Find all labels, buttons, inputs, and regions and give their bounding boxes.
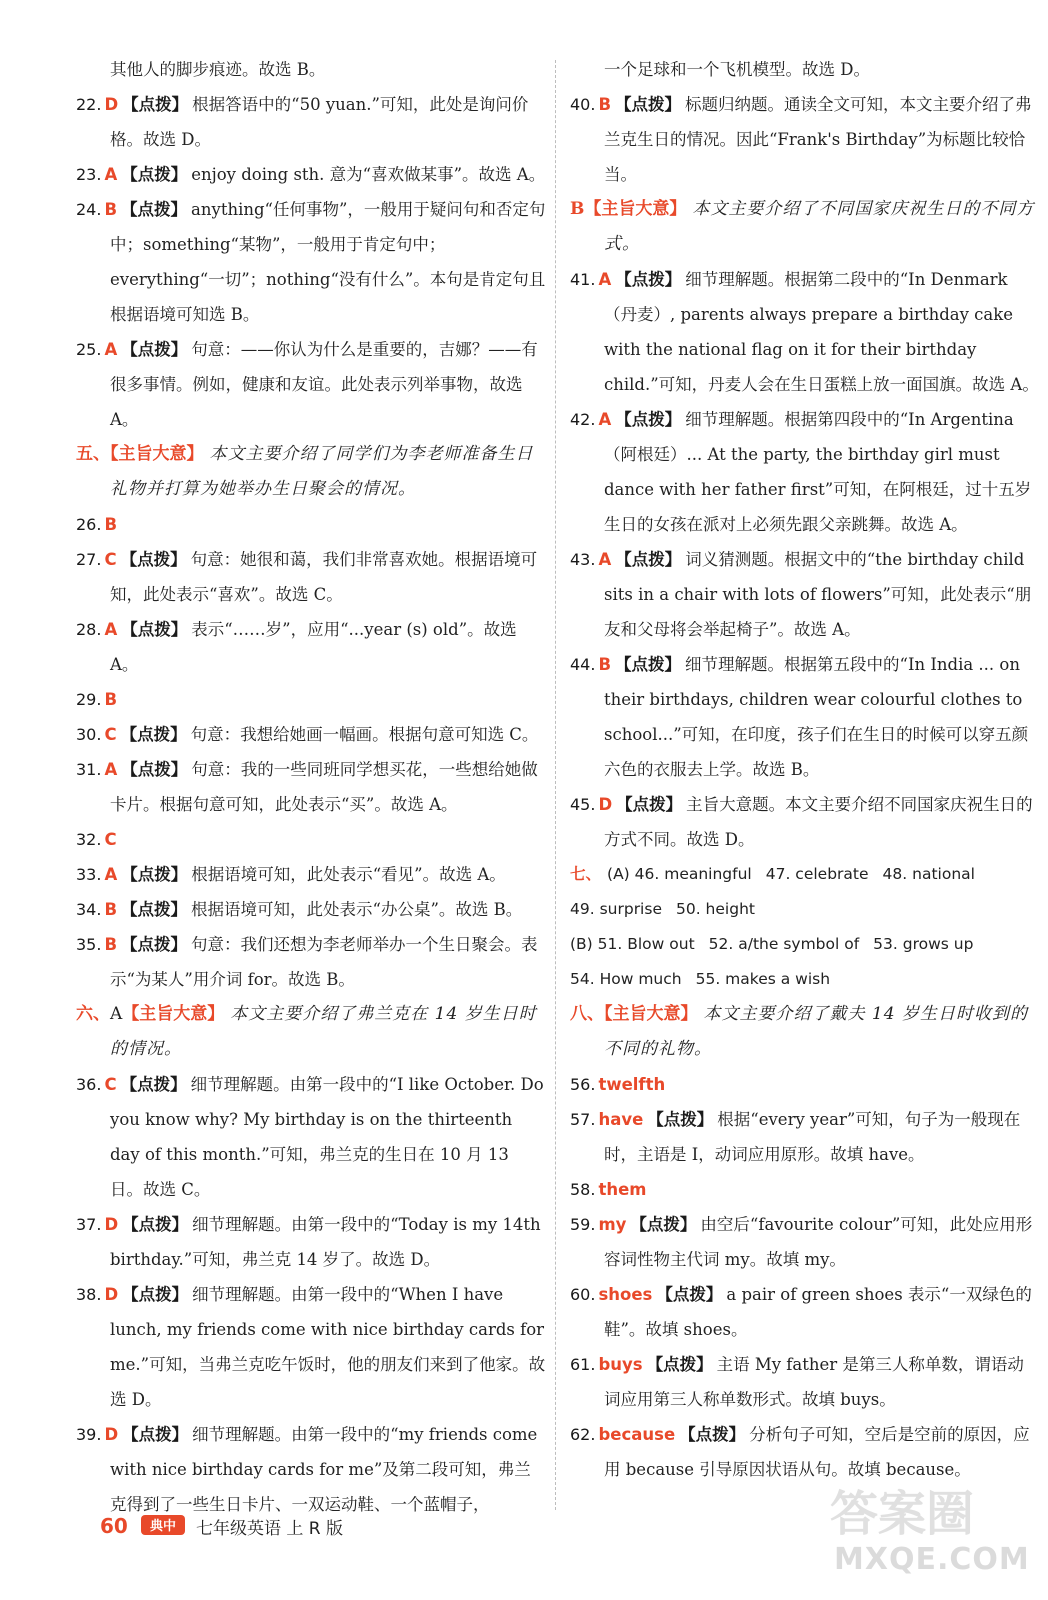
hint-text: 根据语境可知，此处表示“看见”。故选 A。 — [191, 865, 506, 884]
hint-tag: 【点拨】 — [121, 620, 188, 639]
hint-text: 句意：她很和蔼，我们非常喜欢她。根据语境可知，此处表示“喜欢”。故选 C。 — [110, 550, 538, 604]
answer-key: shoes — [598, 1285, 653, 1304]
hint-text: 标题归纳题。通读全文可知，本文主要介绍了弗兰克生日的情况。因此“Frank's Birthday”为标题比较恰当。 — [604, 95, 1032, 184]
answer-line — [76, 332, 546, 437]
answer-key: C — [104, 830, 117, 849]
question-number: 59. — [570, 1215, 596, 1234]
answer-item — [570, 647, 1040, 787]
section-number: B — [570, 199, 585, 219]
answer-item — [76, 612, 546, 682]
hint-tag: 【点拨】 — [122, 1285, 189, 1304]
watermark-logo-icon — [820, 1478, 1030, 1548]
section-tag: 【主旨大意】 — [604, 1004, 698, 1024]
answer-line — [570, 1172, 1040, 1207]
section-number: 五、 — [76, 444, 110, 464]
section-summary: 本文主要介绍了戴夫 14 岁生日时收到的不同的礼物。 — [604, 1004, 1028, 1059]
question-number: 22. — [76, 95, 102, 114]
answer-line — [570, 1277, 1040, 1347]
answer-key: D — [598, 795, 613, 814]
vocab-answer: 52. a/the symbol of — [708, 935, 860, 953]
vocab-row — [570, 927, 1040, 962]
answer-line — [76, 717, 546, 752]
section-number: 七、 — [570, 865, 602, 883]
question-number: 57. — [570, 1110, 596, 1129]
answer-line — [570, 262, 1040, 402]
right-column — [570, 52, 1040, 1487]
question-number: 24. — [76, 200, 102, 219]
question-number: 37. — [76, 1215, 102, 1234]
answer-line — [570, 787, 1040, 857]
hint-tag: 【点拨】 — [615, 95, 682, 114]
answer-line — [76, 1277, 546, 1417]
question-number: 58. — [570, 1180, 596, 1199]
answer-line — [76, 892, 546, 927]
answer-line — [76, 682, 546, 717]
answer-item — [76, 542, 546, 612]
answer-item — [570, 1102, 1040, 1172]
page-number: 60 — [100, 1514, 128, 1538]
svg-text:典中: 典中 — [149, 1519, 177, 1534]
book-title: 七年级英语 上 R 版 — [196, 1519, 344, 1539]
answer-item — [76, 87, 546, 157]
hint-tag: 【点拨】 — [630, 1215, 697, 1234]
answer-item — [570, 1172, 1040, 1207]
hint-tag: 【点拨】 — [121, 865, 188, 884]
question-number: 35. — [76, 935, 102, 954]
hint-text: 主旨大意题。本文主要介绍不同国家庆祝生日的方式不同。故选 D。 — [604, 795, 1033, 849]
vocab-answer: (A) 46. meaningful — [607, 865, 752, 883]
question-number: 28. — [76, 620, 102, 639]
vocab-answer: 47. celebrate — [765, 865, 869, 883]
section-part: A — [110, 1004, 123, 1024]
vocab-answer: 54. How much — [570, 970, 682, 988]
answer-key: because — [598, 1425, 676, 1444]
question-number: 34. — [76, 900, 102, 919]
hint-text: 由空后“favourite colour”可知，此处应用形容词性物主代词 my。故填 my。 — [604, 1215, 1033, 1269]
answer-line — [570, 1207, 1040, 1277]
answer-key: B — [598, 95, 612, 114]
answer-item — [76, 1207, 546, 1277]
answer-item — [76, 717, 546, 752]
hint-text: 句意：我想给她画一幅画。根据句意可知选 C。 — [190, 725, 539, 744]
question-number: 61. — [570, 1355, 596, 1374]
question-number: 26. — [76, 515, 102, 534]
section-summary: 本文主要介绍了不同国家庆祝生日的不同方式。 — [604, 199, 1035, 254]
vocab-answer: (B) 51. Blow out — [570, 935, 695, 953]
answer-line — [76, 1067, 546, 1207]
hint-tag: 【点拨】 — [615, 550, 682, 569]
answer-item — [76, 192, 546, 332]
hint-text: a pair of green shoes 表示“一双绿色的鞋”。故填 shoes。 — [604, 1285, 1032, 1339]
hint-text: 细节理解题。根据第四段中的“In Argentina（阿根廷）... At the party, the birthday girl must dance with her father first”可知，在阿根廷，过十五岁生日的女孩在派对上必须先跟父亲跳舞。故选 A。 — [604, 410, 1032, 534]
question-number: 44. — [570, 655, 596, 674]
hint-text: 细节理解题。由第一段中的“When I have lunch, my friends come with nice birthday cards for me.”可知，当弗兰克吃午饭时，他的朋友们来到了他家。故选 D。 — [110, 1285, 546, 1409]
hint-text: 细节理解题。根据第五段中的“In India ... on their birthdays, children wear colourful clothes to school...”可知，在印度，孩子们在生日的时候可以穿五颜六色的衣服去上学。故选 B。 — [604, 655, 1029, 779]
answer-line — [76, 87, 546, 157]
publisher-logo-icon — [140, 1512, 186, 1538]
watermark — [820, 1478, 1030, 1588]
vocab-answer: 49. surprise — [570, 900, 662, 918]
hint-tag: 【点拨】 — [656, 1285, 723, 1304]
hint-text: 主语 My father 是第三人称单数，谓语动词应用第三人称单数形式。故填 buys。 — [604, 1355, 1024, 1409]
hint-tag: 【点拨】 — [647, 1110, 714, 1129]
answer-line — [570, 87, 1040, 192]
section-number: 八、 — [570, 1004, 604, 1024]
question-number: 43. — [570, 550, 596, 569]
question-number: 40. — [570, 95, 596, 114]
hint-tag: 【点拨】 — [120, 1075, 187, 1094]
answer-key: B — [104, 690, 118, 709]
answer-key: D — [104, 1285, 119, 1304]
answer-continuation: 一个足球和一个飞机模型。故选 D。 — [604, 60, 870, 79]
answer-item — [570, 1207, 1040, 1277]
answer-line — [76, 822, 546, 857]
answer-item — [570, 1417, 1040, 1487]
vocab-answer: 53. grows up — [873, 935, 974, 953]
answer-item — [76, 507, 546, 542]
question-number: 31. — [76, 760, 102, 779]
hint-text: 分析句子可知，空后是空前的原因，应用 because 引导原因状语从句。故填 because。 — [604, 1425, 1030, 1479]
vocab-answer: 55. makes a wish — [695, 970, 831, 988]
vocab-answer: 50. height — [675, 900, 755, 918]
answer-key: D — [104, 1215, 119, 1234]
hint-tag: 【点拨】 — [615, 410, 682, 429]
question-number: 33. — [76, 865, 102, 884]
hint-text: 细节理解题。根据第二段中的“In Denmark（丹麦）, parents always prepare a birthday cake with the national flag on it for their birthday child.”可知，丹麦人会在生日蛋糕上放一面国旗。故选 A。 — [604, 270, 1039, 394]
answer-key: A — [104, 165, 118, 184]
hint-tag: 【点拨】 — [122, 95, 189, 114]
answer-key: A — [598, 550, 612, 569]
answer-key: A — [598, 410, 612, 429]
answer-line — [570, 542, 1040, 647]
hint-tag: 【点拨】 — [120, 550, 187, 569]
question-number: 38. — [76, 1285, 102, 1304]
question-number: 27. — [76, 550, 102, 569]
answer-item — [76, 682, 546, 717]
answer-line — [76, 1207, 546, 1277]
question-number: 56. — [570, 1075, 596, 1094]
vocab-row — [570, 857, 1040, 892]
question-number: 36. — [76, 1075, 102, 1094]
answer-item — [76, 892, 546, 927]
answer-key: C — [104, 1075, 117, 1094]
answer-line — [76, 612, 546, 682]
answer-line — [570, 1067, 1040, 1102]
answer-item — [570, 1347, 1040, 1417]
section-tag: 【主旨大意】 — [122, 1004, 225, 1024]
hint-text: 根据“every year”可知，句子为一般现在时，主语是 I，动词应用原形。故填 have。 — [604, 1110, 1021, 1164]
answer-item — [76, 157, 546, 192]
hint-tag: 【点拨】 — [121, 760, 188, 779]
hint-text: 根据答语中的“50 yuan.”可知，此处是询问价格。故选 D。 — [110, 95, 529, 149]
answer-item — [76, 1277, 546, 1417]
answer-item — [570, 87, 1040, 192]
hint-tag: 【点拨】 — [121, 935, 188, 954]
vocab-answer: 48. national — [882, 865, 975, 883]
hint-tag: 【点拨】 — [679, 1425, 746, 1444]
answer-key: A — [104, 620, 118, 639]
answer-key: A — [104, 760, 118, 779]
question-number: 32. — [76, 830, 102, 849]
answer-line — [570, 1417, 1040, 1487]
answer-key: B — [104, 200, 118, 219]
hint-text: 句意：我们还想为李老师举办一个生日聚会。表示“为某人”用介词 for。故选 B。 — [110, 935, 538, 989]
section-summary: 本文主要介绍了同学们为李老师准备生日礼物并打算为她举办生日聚会的情况。 — [110, 444, 534, 499]
answer-item — [570, 1067, 1040, 1102]
question-number: 29. — [76, 690, 102, 709]
answer-item — [76, 857, 546, 892]
answer-item — [570, 542, 1040, 647]
answer-key: B — [598, 655, 612, 674]
hint-tag: 【点拨】 — [615, 270, 682, 289]
answer-key: C — [104, 550, 117, 569]
hint-tag: 【点拨】 — [122, 1425, 189, 1444]
answer-line — [570, 647, 1040, 787]
vocab-row — [570, 892, 1040, 927]
hint-text: enjoy doing sth. 意为“喜欢做某事”。故选 A。 — [191, 165, 546, 184]
watermark-url: MXQE.COM — [834, 1542, 1030, 1577]
answer-key: D — [104, 1425, 119, 1444]
question-number: 23. — [76, 165, 102, 184]
hint-text: 细节理解题。由第一段中的“my friends come with nice birthday cards for me”及第二段可知，弗兰克得到了一些生日卡片、一双运动鞋、一个蓝帽子， — [110, 1425, 538, 1514]
question-number: 62. — [570, 1425, 596, 1444]
hint-text: anything“任何事物”，一般用于疑问句和否定句中；something“某物”，一般用于肯定句中；everything“一切”；nothing“没有什么”。本句是肯定句且根据语境可知选 B。 — [110, 200, 546, 324]
question-number: 45. — [570, 795, 596, 814]
question-number: 41. — [570, 270, 596, 289]
answer-key: have — [598, 1110, 644, 1129]
answer-key: A — [104, 340, 118, 359]
answer-continuation: 其他人的脚步痕迹。故选 B。 — [110, 60, 326, 79]
answer-line — [76, 157, 546, 192]
answer-key: them — [598, 1180, 647, 1199]
answer-item — [76, 927, 546, 997]
column-divider — [555, 60, 556, 1510]
answer-item — [76, 752, 546, 822]
section-header — [570, 997, 1040, 1067]
answer-line — [76, 752, 546, 822]
hint-tag: 【点拨】 — [121, 340, 188, 359]
answer-line — [76, 927, 546, 997]
answer-item — [570, 787, 1040, 857]
answer-item — [570, 402, 1040, 542]
answer-line — [76, 1417, 546, 1522]
hint-tag: 【点拨】 — [120, 725, 187, 744]
answer-item — [76, 1417, 546, 1522]
hint-tag: 【点拨】 — [616, 795, 683, 814]
answer-key: twelfth — [598, 1075, 666, 1094]
left-column — [76, 52, 546, 1522]
hint-text: 句意：我的一些同班同学想买花，一些想给她做卡片。根据句意可知，此处表示“买”。故选 A。 — [110, 760, 538, 814]
answer-item — [76, 1067, 546, 1207]
hint-tag: 【点拨】 — [121, 200, 188, 219]
answer-line — [570, 1347, 1040, 1417]
section-tag: 【主旨大意】 — [584, 199, 687, 219]
hint-text: 句意：——你认为什么是重要的，吉娜？——有很多事情。例如，健康和友谊。此处表示列举事物，故选 A。 — [110, 340, 538, 429]
vocab-row — [570, 962, 1040, 997]
hint-tag: 【点拨】 — [121, 900, 188, 919]
answer-line — [76, 542, 546, 612]
answer-item — [570, 1277, 1040, 1347]
answer-key: B — [104, 900, 118, 919]
section-header — [570, 192, 1040, 262]
answer-item — [76, 332, 546, 437]
hint-text: 表示“……岁”，应用“...year (s) old”。故选 A。 — [110, 620, 517, 674]
hint-tag: 【点拨】 — [121, 165, 188, 184]
question-number: 60. — [570, 1285, 596, 1304]
answer-line — [76, 507, 546, 542]
answer-key: B — [104, 935, 118, 954]
section-number: 六、 — [76, 1004, 110, 1024]
section-header — [76, 997, 546, 1067]
hint-text: 根据语境可知，此处表示“办公桌”。故选 B。 — [191, 900, 523, 919]
answer-key: D — [104, 95, 119, 114]
section-header — [76, 437, 546, 507]
hint-tag: 【点拨】 — [122, 1215, 189, 1234]
question-number: 42. — [570, 410, 596, 429]
answer-key: my — [598, 1215, 627, 1234]
svg-text:答案圈: 答案圈 — [830, 1486, 975, 1542]
hint-text: 细节理解题。由第一段中的“Today is my 14th birthday.”可知，弗兰克 14 岁了。故选 D。 — [110, 1215, 541, 1269]
answer-line — [570, 402, 1040, 542]
answer-key: C — [104, 725, 117, 744]
answer-key: A — [598, 270, 612, 289]
answer-line — [76, 192, 546, 332]
answer-item — [76, 822, 546, 857]
answer-key: A — [104, 865, 118, 884]
answer-key: B — [104, 515, 118, 534]
hint-text: 细节理解题。由第一段中的“I like October. Do you know why? My birthday is on the thirteenth day of this month.”可知，弗兰克的生日在 10 月 13 日。故选 C。 — [110, 1075, 544, 1199]
section-summary: 本文主要介绍了弗兰克在 14 岁生日时的情况。 — [110, 1004, 537, 1059]
hint-tag: 【点拨】 — [615, 655, 682, 674]
section-tag: 【主旨大意】 — [110, 444, 204, 464]
hint-text: 词义猜测题。根据文中的“the birthday child sits in a chair with lots of flowers”可知，此处表示“朋友和父母将会举起椅子”。故选 A。 — [604, 550, 1032, 639]
answer-item — [570, 262, 1040, 402]
answer-key: buys — [598, 1355, 643, 1374]
answer-line — [76, 857, 546, 892]
answer-line — [570, 1102, 1040, 1172]
question-number: 39. — [76, 1425, 102, 1444]
question-number: 30. — [76, 725, 102, 744]
question-number: 25. — [76, 340, 102, 359]
hint-tag: 【点拨】 — [646, 1355, 713, 1374]
